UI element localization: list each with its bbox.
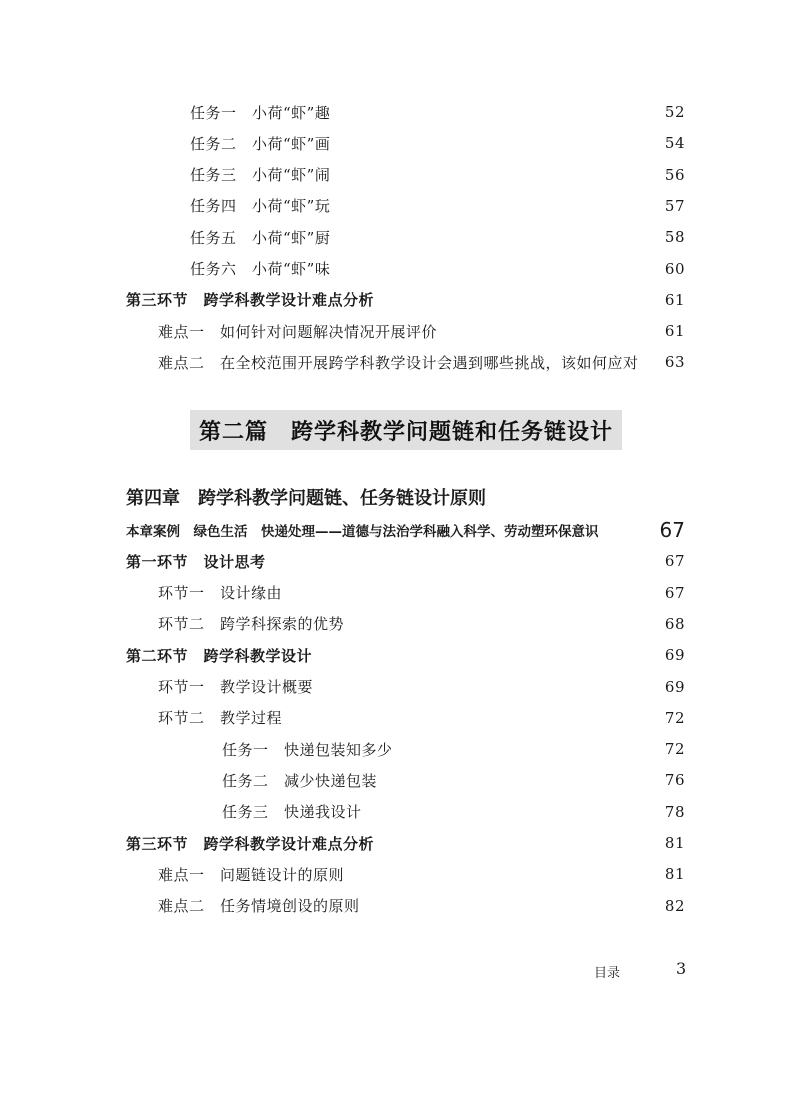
toc-entry[interactable] bbox=[190, 257, 685, 281]
toc-entry-page: 69 bbox=[664, 646, 685, 665]
toc-entry-title: 第三环节 跨学科教学设计难点分析 bbox=[126, 834, 375, 853]
toc-entry[interactable] bbox=[126, 549, 685, 573]
toc-entry-title: 难点二 任务情境创设的原则 bbox=[158, 897, 360, 916]
toc-entry-page: 67 bbox=[664, 583, 685, 602]
toc-entry[interactable] bbox=[158, 319, 685, 343]
toc-entry[interactable] bbox=[126, 831, 685, 855]
toc-entry-title: 任务二 减少快递包装 bbox=[222, 771, 378, 790]
toc-entry-page: 78 bbox=[664, 802, 685, 821]
toc-entry-page: 67 bbox=[664, 552, 685, 571]
toc-entry[interactable] bbox=[126, 518, 685, 542]
toc-entry-page: 61 bbox=[664, 322, 685, 341]
toc-entry-page: 54 bbox=[664, 134, 685, 153]
toc-entry-page: 58 bbox=[664, 228, 685, 247]
toc-entry[interactable] bbox=[222, 737, 685, 761]
toc-entry-title: 难点一 如何针对问题解决情况开展评价 bbox=[158, 322, 438, 341]
toc-entry[interactable] bbox=[158, 862, 685, 886]
toc-entry-title: 任务一 小荷“虾”趣 bbox=[190, 103, 331, 122]
toc-entry-title: 任务五 小荷“虾”厨 bbox=[190, 228, 331, 247]
toc-entry-title: 第二环节 跨学科教学设计 bbox=[126, 646, 313, 665]
toc-entry[interactable] bbox=[190, 131, 685, 155]
toc-entry-title: 第一环节 设计思考 bbox=[126, 552, 266, 571]
toc-entry-title: 环节一 教学设计概要 bbox=[158, 678, 314, 696]
toc-entry-page: 52 bbox=[664, 103, 685, 121]
toc-entry[interactable] bbox=[126, 643, 685, 667]
toc-entry[interactable] bbox=[190, 225, 685, 249]
toc-entry-title: 环节二 教学过程 bbox=[158, 709, 283, 728]
toc-entry[interactable] bbox=[158, 612, 685, 636]
toc-entry[interactable] bbox=[222, 768, 685, 792]
toc-entry-title: 任务二 小荷“虾”画 bbox=[190, 134, 331, 153]
toc-entry-title: 任务三 小荷“虾”闹 bbox=[190, 166, 331, 185]
toc-entry-title: 任务六 小荷“虾”味 bbox=[190, 260, 331, 278]
toc-entry[interactable] bbox=[190, 163, 685, 187]
toc-entry-title: 难点一 问题链设计的原则 bbox=[158, 865, 345, 884]
toc-entry-title: 环节一 设计缘由 bbox=[158, 584, 283, 603]
footer-section-label: 目录 bbox=[594, 966, 621, 981]
toc-entry-page: 60 bbox=[664, 259, 685, 278]
toc-entry-page: 57 bbox=[664, 196, 685, 215]
toc-entry-page: 81 bbox=[664, 834, 685, 852]
toc-entry[interactable] bbox=[126, 288, 685, 312]
toc-entry[interactable] bbox=[158, 675, 685, 699]
toc-entry-page: 72 bbox=[664, 708, 685, 727]
toc-entry[interactable] bbox=[190, 100, 685, 124]
toc-entry[interactable] bbox=[158, 894, 685, 918]
toc-entry-title: 本章案例 绿色生活 快递处理——道德与法治学科融入科学、劳动塑环保意识 bbox=[126, 524, 599, 540]
toc-entry-title: 难点二 在全校范围开展跨学科教学设计会遇到哪些挑战，该如何应对 bbox=[158, 353, 639, 372]
footer-page-number: 3 bbox=[676, 959, 687, 978]
toc-entry[interactable] bbox=[158, 581, 685, 605]
toc-entry-page: 76 bbox=[664, 771, 685, 790]
toc-entry-page: 72 bbox=[664, 740, 685, 759]
part-title-banner: 第二篇 跨学科教学问题链和任务链设计 bbox=[190, 410, 622, 450]
toc-entry-title: 任务四 小荷“虾”玩 bbox=[190, 197, 331, 216]
toc-entry[interactable] bbox=[190, 194, 685, 218]
toc-entry-page: 56 bbox=[664, 165, 685, 184]
toc-entry-title: 任务一 快递包装知多少 bbox=[222, 740, 393, 759]
toc-entry-title: 任务三 快递我设计 bbox=[222, 803, 362, 822]
toc-entry-title: 第三环节 跨学科教学设计难点分析 bbox=[126, 291, 375, 310]
toc-entry-title: 环节二 跨学科探索的优势 bbox=[158, 615, 345, 634]
toc-entry[interactable] bbox=[158, 350, 685, 374]
toc-entry-page: 63 bbox=[664, 353, 685, 372]
toc-entry-page: 82 bbox=[664, 896, 685, 915]
toc-entry-page: 67 bbox=[659, 518, 685, 542]
toc-entry[interactable] bbox=[158, 706, 685, 730]
toc-entry-page: 81 bbox=[664, 865, 685, 884]
toc-entry-page: 68 bbox=[664, 614, 685, 633]
toc-entry-page: 69 bbox=[664, 677, 685, 696]
chapter-title: 第四章 跨学科教学问题链、任务链设计原则 bbox=[126, 488, 486, 509]
toc-entry-page: 61 bbox=[664, 290, 685, 309]
toc-entry[interactable] bbox=[222, 800, 685, 824]
